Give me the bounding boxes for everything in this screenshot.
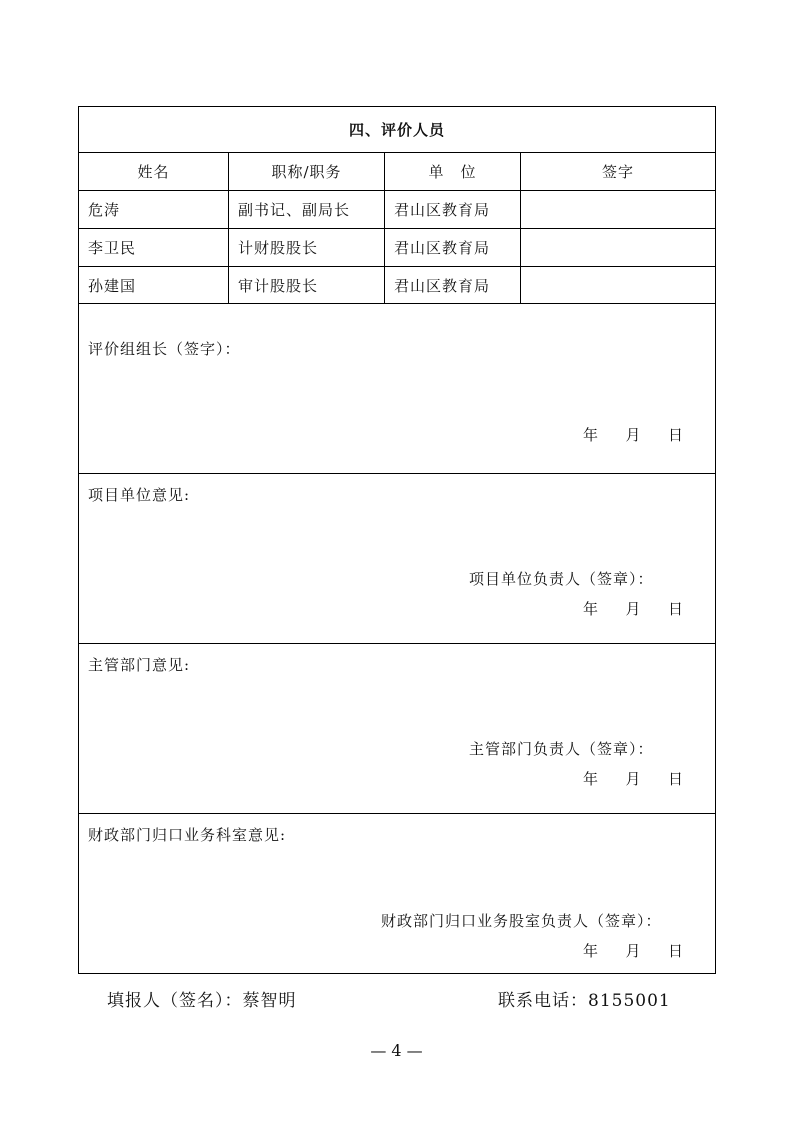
date-month: 月 (625, 942, 641, 960)
header-name: 姓名 (79, 153, 229, 190)
filler-info: 填报人（签名）：蔡智明 (107, 991, 297, 1011)
cell-title: 审计股股长 (229, 267, 385, 303)
cell-signature[interactable] (521, 229, 715, 266)
cell-name: 孙建国 (79, 267, 229, 303)
date-day: 日 (667, 942, 683, 960)
date-year: 年 (583, 426, 599, 444)
finance-signer: 财政部门归口业务股室负责人（签章）： (381, 912, 662, 930)
project-unit-opinion-block[interactable] (79, 474, 715, 644)
date-month: 月 (625, 426, 641, 444)
cell-unit: 君山区教育局 (385, 267, 521, 303)
date-year: 年 (583, 600, 599, 618)
dept-signer: 主管部门负责人（签章）： (469, 740, 654, 758)
cell-unit: 君山区教育局 (385, 191, 521, 228)
header-unit: 单 位 (385, 153, 521, 190)
table-row (79, 191, 715, 229)
header-signature: 签字 (601, 163, 634, 181)
cell-title: 计财股股长 (229, 229, 385, 266)
date-year: 年 (583, 942, 599, 960)
contact-phone: 联系电话：8155001 (498, 991, 671, 1011)
page-number: — 4 — (370, 1041, 423, 1060)
cell-signature[interactable] (521, 191, 715, 228)
finance-date (583, 940, 683, 961)
dept-date (583, 768, 683, 789)
leader-date (583, 424, 683, 445)
section-title-row (79, 107, 715, 153)
date-month: 月 (625, 600, 641, 618)
project-unit-label: 项目单位意见: (88, 486, 191, 504)
finance-opinion-block[interactable] (79, 814, 715, 974)
date-year: 年 (583, 770, 599, 788)
cell-signature[interactable] (521, 267, 715, 303)
date-month: 月 (625, 770, 641, 788)
leader-label: 评价组组长（签字）： (88, 340, 241, 358)
evaluation-form (78, 106, 716, 974)
cell-name: 危涛 (79, 191, 229, 228)
header-title: 职称/职务 (229, 153, 385, 190)
table-header-row (79, 153, 715, 191)
cell-unit: 君山区教育局 (385, 229, 521, 266)
date-day: 日 (667, 770, 683, 788)
project-unit-date (583, 598, 683, 619)
finance-label: 财政部门归口业务科室意见: (88, 826, 287, 844)
date-day: 日 (667, 426, 683, 444)
cell-name: 李卫民 (79, 229, 229, 266)
date-day: 日 (667, 600, 683, 618)
table-row (79, 267, 715, 304)
table-row (79, 229, 715, 267)
section-title: 四、评价人员 (348, 121, 445, 139)
project-unit-signer: 项目单位负责人（签章）： (469, 570, 654, 588)
cell-title: 副书记、副局长 (229, 191, 385, 228)
leader-signature-block[interactable] (79, 304, 715, 474)
dept-opinion-block[interactable] (79, 644, 715, 814)
dept-label: 主管部门意见: (88, 656, 191, 674)
